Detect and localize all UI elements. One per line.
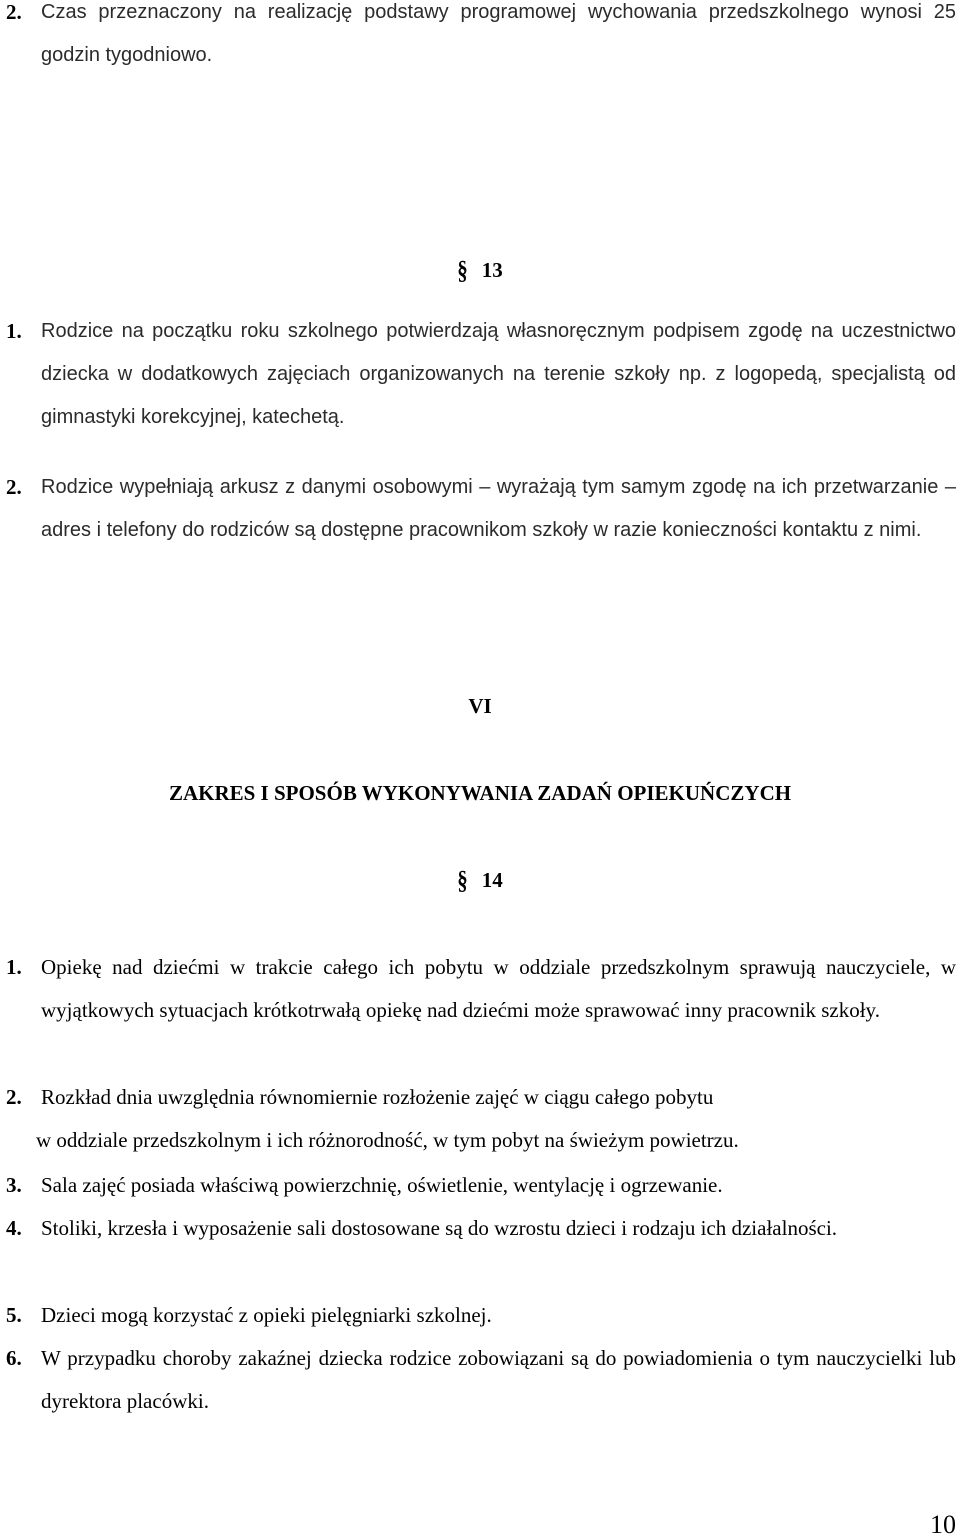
item-text: Stoliki, krzesła i wyposażenie sali dostosowane są do wzrostu dzieci i rodzaju ich działalności. [41,1216,838,1240]
item-text: Dzieci mogą korzystać z opieki pielęgniarki szkolnej. [41,1303,492,1327]
item-number: 2. [6,0,22,24]
item-number: 1. [6,955,22,979]
list-item [0,1337,956,1423]
list-item [0,946,956,1032]
paragraph-heading-13 [0,254,960,285]
paragraph-number: 14 [481,868,503,892]
item-text: W przypadku choroby zakaźnej dziecka rodzice zobowiązani są do powiadomienia o tym nauczycielki lub dyrektora placówki. [41,1346,956,1413]
item-text-line-1: Rozkład dnia uwzględnia równomiernie rozłożenie zajęć w ciągu całego pobytu [41,1085,714,1109]
list-item [0,1164,956,1207]
paragraph-heading-14 [0,864,960,895]
item-text-line-2: w oddziale przedszkolnym i ich różnorodność, w tym pobyt na świeżym powietrzu. [36,1128,739,1152]
item-text: Opiekę nad dziećmi w trakcie całego ich pobytu w oddziale przedszkolnym sprawują nauczyciele, w wyjątkowych sytuacjach krótkotrwałą opiekę nad dziećmi może sprawować inny pracownik szkoły. [41,955,956,1022]
item-number: 2. [6,1085,22,1109]
item-number: 3. [6,1173,22,1197]
item-text: Czas przeznaczony na realizację podstawy programowej wychowania przedszkolnego wynosi 25 godzin tygodniowo. [41,1,956,66]
section-sign: § [457,864,468,895]
page-number: 10 [930,1510,956,1539]
item-number: 1. [6,319,22,343]
paragraph-number: 13 [481,258,503,282]
list-item [0,310,956,439]
list-item [0,0,956,77]
item-number: 4. [6,1216,22,1240]
list-item [0,1076,956,1119]
chapter-numeral: VI [468,694,492,718]
item-number: 5. [6,1303,22,1327]
item-text: Sala zajęć posiada właściwą powierzchnię, oświetlenie, wentylację i ogrzewanie. [41,1173,723,1197]
list-item [0,1207,956,1250]
item-text: Rodzice na początku roku szkolnego potwierdzają własnoręcznym podpisem zgodę na uczestnictwo dziecka w dodatkowych zajęciach organizowanych na terenie szkoły np. z logopedą, specjalistą od gimnastyki korekcyjnej, katechetą. [41,320,956,428]
item-text: Rodzice wypełniają arkusz z danymi osobowymi – wyrażają tym samym zgodę na ich przetwarzanie – adres i telefony do rodziców są dostępne pracownikom szkoły w razie konieczności kontaktu z nimi. [41,476,956,541]
list-item [0,1294,956,1337]
section-sign: § [457,254,468,285]
item-number: 6. [6,1346,22,1370]
chapter-title: ZAKRES I SPOSÓB WYKONYWANIA ZADAŃ OPIEKUŃCZYCH [168,781,792,805]
list-item [0,466,956,552]
item-number: 2. [6,475,22,499]
